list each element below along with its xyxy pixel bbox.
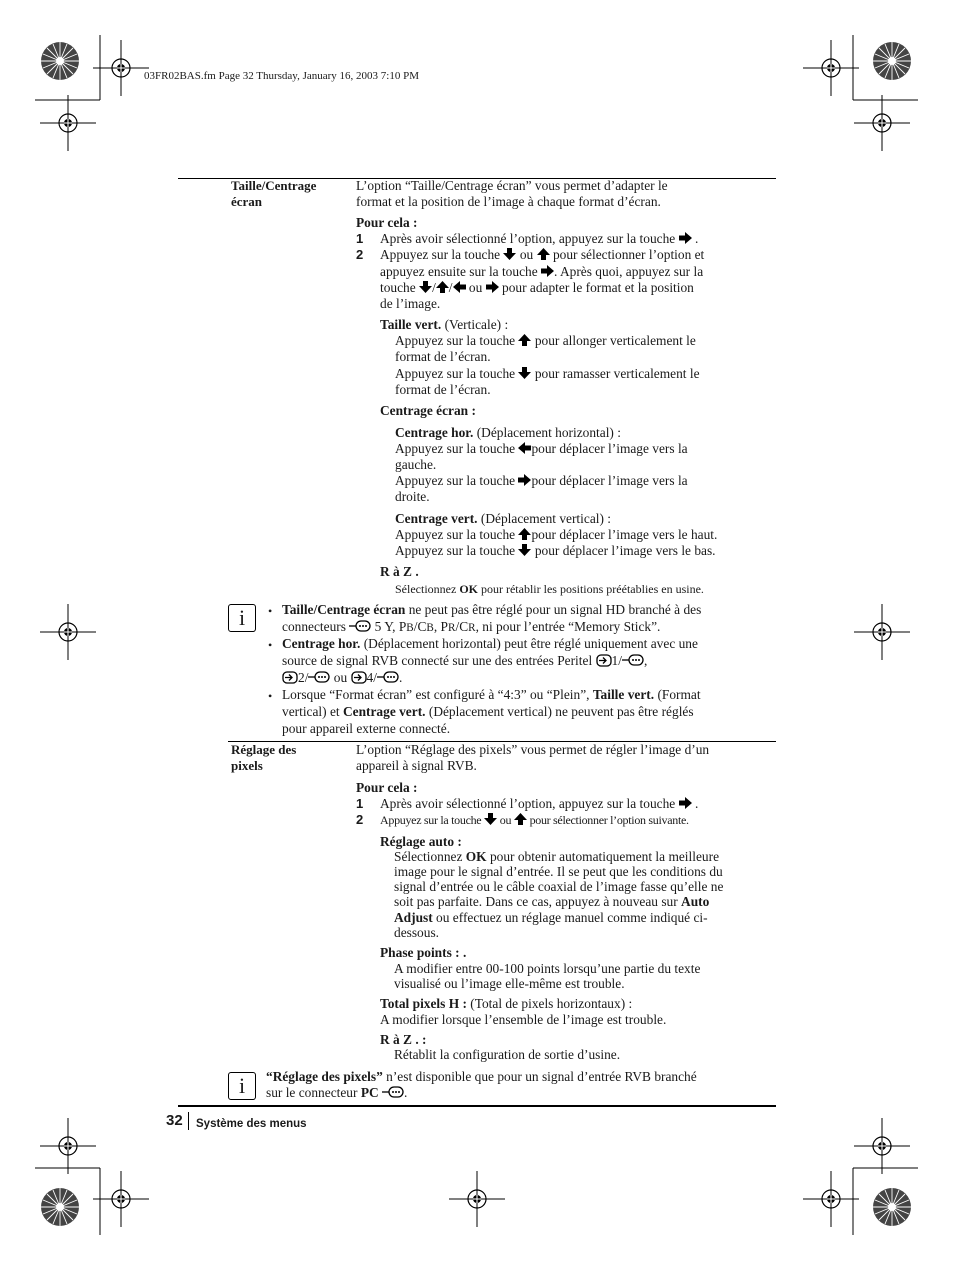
component-connector-icon (349, 620, 371, 632)
step-2: Appuyez sur la touche ou pour sélectionner l’option et (380, 247, 705, 262)
scart-input-icon (351, 671, 367, 684)
raz-line: Sélectionnez OK pour rétablir les positions préétablies en usine. (395, 582, 704, 596)
left-arrow-icon (453, 281, 466, 293)
up-arrow-icon (518, 334, 531, 346)
connector-icon (622, 654, 644, 666)
right-arrow-icon (541, 265, 554, 277)
taille-vert-line: Appuyez sur la touche pour allonger verticalement le (395, 333, 696, 348)
right-arrow-icon (518, 474, 531, 486)
file-info-header: 03FR02BAS.fm Page 32 Thursday, January 16, 2003 7:10 PM (144, 70, 419, 82)
step-number: 1 (356, 796, 364, 811)
phase-points-line: visualisé ou l’image elle-même est trouble. (394, 976, 625, 991)
right-arrow-icon (679, 797, 692, 809)
taille-vert-line: Appuyez sur la touche pour ramasser verticalement le (395, 366, 700, 381)
right-arrow-icon (486, 281, 499, 293)
bullet: • (268, 604, 273, 618)
centrage-hor-heading: Centrage hor. (Déplacement horizontal) : (395, 425, 621, 440)
down-arrow-icon (419, 281, 432, 293)
centrage-hor-line: gauche. (395, 457, 437, 472)
reglage-auto-line: Adjust ou effectuez un réglage manuel comme indiqué ci- (394, 910, 708, 925)
reglage-auto-line: Sélectionnez OK pour obtenir automatiquement la meilleure (394, 849, 720, 864)
taille-vert-line: format de l’écran. (395, 382, 491, 397)
info-icon: i (228, 1072, 256, 1100)
step-number: 1 (356, 231, 364, 246)
centrage-vert-line: Appuyez sur la touche pour déplacer l’image vers le haut. (395, 527, 718, 542)
up-arrow-icon (436, 281, 449, 293)
reglage-auto-line: dessous. (394, 925, 440, 940)
note-line: connecteurs 5 Y, PB/CB, PR/CR, ni pour l’entrée “Memory Stick”. (282, 619, 661, 634)
bottom-rule (178, 1105, 776, 1107)
centrage-ecran-heading: Centrage écran : (380, 403, 476, 418)
note-line: source de signal RVB connecté sur une des entrées Peritel 1/ , (282, 653, 648, 668)
centrage-vert-heading: Centrage vert. (Déplacement vertical) : (395, 511, 612, 526)
term-taille-centrage: Taille/Centrage écran (231, 178, 317, 209)
raz-line: Rétablit la configuration de sortie d’usine. (394, 1047, 621, 1062)
up-arrow-icon (514, 813, 527, 825)
step-2: Appuyez sur la touche ou pour sélectionner l’option suivante. (380, 813, 689, 827)
note-line: pour appareil externe connecté. (282, 721, 451, 736)
centrage-hor-line: Appuyez sur la touche pour déplacer l’image vers la (395, 473, 688, 488)
down-arrow-icon (503, 248, 516, 260)
connector-icon (377, 671, 399, 683)
phase-points-heading: Phase points : . (380, 945, 467, 960)
scart-input-icon (596, 654, 612, 667)
bullet: • (268, 689, 273, 703)
step-2-line: de l’image. (380, 296, 441, 311)
note-line: Centrage hor. (Déplacement horizontal) peut être réglé uniquement avec une (282, 636, 698, 651)
info-icon: i (228, 604, 256, 632)
note-line: Taille/Centrage écran ne peut pas être réglé pour un signal HD branché à des (282, 602, 702, 617)
note-line: “Réglage des pixels” n’est disponible que pour un signal d’entrée RVB branché (266, 1069, 697, 1084)
down-arrow-icon (518, 367, 531, 379)
bullet: • (268, 638, 273, 652)
left-arrow-icon (518, 442, 531, 454)
step-2-line: appuyez ensuite sur la touche . Après quoi, appuyez sur la (380, 264, 704, 279)
pour-cela-label: Pour cela : (356, 215, 418, 230)
connector-icon (308, 671, 330, 683)
total-pixels-line: A modifier lorsque l’ensemble de l’image est trouble. (380, 1012, 667, 1027)
raz-heading: R à Z . : (380, 1032, 427, 1047)
total-pixels-heading: Total pixels H : (Total de pixels horizontaux) : (380, 996, 633, 1011)
down-arrow-icon (518, 544, 531, 556)
taille-vert-heading: Taille vert. (Verticale) : (380, 317, 509, 332)
step-1: Après avoir sélectionné l’option, appuyez sur la touche . (380, 231, 699, 246)
step-number: 2 (356, 247, 364, 262)
phase-points-line: A modifier entre 00-100 points lorsqu’une partie du texte (394, 961, 701, 976)
centrage-vert-line: Appuyez sur la touche pour déplacer l’image vers le bas. (395, 543, 716, 558)
reglage-auto-heading: Réglage auto : (380, 834, 462, 849)
note-line: sur le connecteur PC . (266, 1085, 408, 1100)
reglage-auto-line: image pour le signal d’entrée. Il se peut que les conditions du (394, 864, 723, 879)
reglage-auto-line: signal d’entrée ou le câble coaxial de l’image fasse qu’elle ne (394, 879, 724, 894)
intro-line: L’option “Taille/Centrage écran” vous permet d’adapter le (356, 178, 668, 193)
pc-connector-icon (382, 1086, 404, 1098)
up-arrow-icon (518, 528, 531, 540)
up-arrow-icon (537, 248, 550, 260)
intro-line: L’option “Réglage des pixels” vous permet de régler l’image d’un (356, 742, 710, 757)
intro-line: appareil à signal RVB. (356, 758, 477, 773)
pour-cela-label: Pour cela : (356, 780, 418, 795)
footer-section-label: Système des menus (196, 1118, 307, 1130)
footer-separator (188, 1112, 189, 1130)
centrage-hor-line: Appuyez sur la touche pour déplacer l’image vers la (395, 441, 688, 456)
intro-line: format et la position de l’image à chaque format d’écran. (356, 194, 661, 209)
reglage-auto-line: soit pas parfaite. Dans ce cas, appuyez à nouveau sur Auto (394, 894, 710, 909)
page-number: 32 (166, 1112, 183, 1129)
note-line: vertical) et Centrage vert. (Déplacement vertical) ne peuvent pas être réglés (282, 704, 694, 719)
note-line: 2/ ou 4/ . (282, 670, 402, 686)
taille-vert-line: format de l’écran. (395, 349, 491, 364)
note-line: Lorsque “Format écran” est configuré à “4:3” ou “Plein”, Taille vert. (Format (282, 687, 701, 702)
step-number: 2 (356, 812, 364, 827)
down-arrow-icon (484, 813, 497, 825)
scart-input-icon (282, 671, 298, 684)
term-reglage-pixels: Réglage des pixels (231, 742, 297, 773)
centrage-hor-line: droite. (395, 489, 430, 504)
right-arrow-icon (679, 232, 692, 244)
raz-heading: R à Z . (380, 564, 419, 579)
step-1: Après avoir sélectionné l’option, appuyez sur la touche . (380, 796, 699, 811)
step-2-line: touche / / ou pour adapter le format et la position (380, 280, 694, 295)
